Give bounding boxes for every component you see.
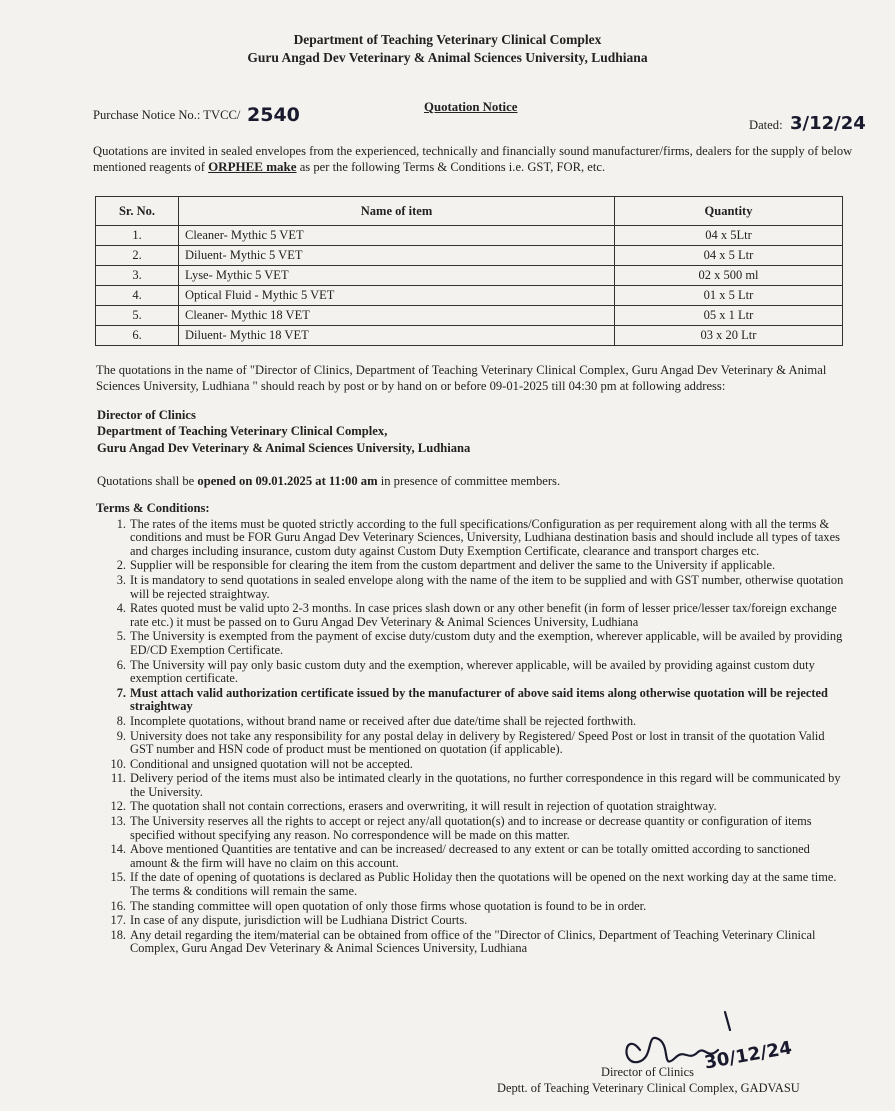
term-item xyxy=(96,871,848,898)
purchase-notice-label: Purchase Notice No.: TVCC/ xyxy=(93,108,241,122)
term-item xyxy=(96,559,848,573)
intro-paragraph xyxy=(93,143,865,175)
row-item: Cleaner- Mythic 5 VET xyxy=(179,226,615,246)
dated-value: 3/12/24 xyxy=(790,113,866,134)
items-table xyxy=(95,196,843,346)
address-line-2: Department of Teaching Veterinary Clinical Complex, xyxy=(97,424,388,438)
term-number: 5. xyxy=(116,629,126,644)
row-sr: 4. xyxy=(96,286,179,306)
term-text: The University reserves all the rights to accept or reject any/all quotation(s) and to increase or decrease quantity or configuration of items specified without specifying any reason. No correspondence will be made on this matter. xyxy=(130,814,812,842)
term-number: 4. xyxy=(116,601,126,616)
term-number: 12. xyxy=(110,799,126,814)
signature-date: 30/12/24 xyxy=(702,1037,794,1074)
term-number: 14. xyxy=(110,842,126,857)
table-row xyxy=(96,226,843,246)
row-sr: 5. xyxy=(96,306,179,326)
term-item xyxy=(96,574,848,601)
term-number: 3. xyxy=(116,572,126,587)
term-item xyxy=(96,914,848,928)
terms-title: Terms & Conditions: xyxy=(96,501,210,515)
row-item: Diluent- Mythic 18 VET xyxy=(179,326,615,346)
term-number: 17. xyxy=(110,913,126,928)
term-text: Above mentioned Quantities are tentative and can be increased/ decreased to any extent or can be totally omitted according to sanctioned amount & the firm will have no claim on this account. xyxy=(130,842,810,870)
term-number: 8. xyxy=(116,713,126,728)
term-item xyxy=(96,602,848,629)
address-line-3: Guru Angad Dev Veterinary & Animal Sciences University, Ludhiana xyxy=(97,441,471,455)
term-item xyxy=(96,518,848,559)
row-item: Optical Fluid - Mythic 5 VET xyxy=(179,286,615,306)
header-sr-no: Sr. No. xyxy=(96,197,179,226)
opening-suffix: in presence of committee members. xyxy=(377,474,561,488)
row-qty: 04 x 5 Ltr xyxy=(615,246,843,266)
signatory-department: Deptt. of Teaching Veterinary Clinical Complex, GADVASU xyxy=(497,1081,800,1095)
term-text: The quotation shall not contain corrections, erasers and overwriting, it will result in rejection of quotation straightway. xyxy=(130,799,717,814)
terms-section xyxy=(96,502,848,957)
term-item xyxy=(96,659,848,686)
row-item: Cleaner- Mythic 18 VET xyxy=(179,306,615,326)
intro-text-b: as per the following Terms & Conditions i.e. GST, FOR, etc. xyxy=(296,160,606,174)
term-item xyxy=(96,900,848,914)
table-row xyxy=(96,326,843,346)
term-text: The University will pay only basic custom duty and the exemption, wherever applicable, will be availed by providing against custom duty exemption certificate. xyxy=(130,657,815,686)
term-number: 9. xyxy=(116,728,126,743)
term-text: In case of any dispute, jurisdiction will be Ludhiana District Courts. xyxy=(130,913,468,928)
term-text: Any detail regarding the item/material can be obtained from office of the "Director of Clinics, Department of Teaching Veterinary Clinical Complex, Guru Angad Dev Veterinary & Animal Sciences University, Ludhiana xyxy=(130,927,816,956)
submission-paragraph: The quotations in the name of "Director of Clinics, Department of Teaching Veterinary Clinical Complex, Guru Angad Dev Veterinary & Animal Sciences University, Ludhiana " should reach by post or by hand on or before 09-01-2025 till 04:30 pm at following address: xyxy=(96,363,827,393)
table-header-row xyxy=(96,197,843,226)
term-item xyxy=(96,929,848,956)
term-number: 1. xyxy=(116,516,126,531)
term-number: 18. xyxy=(110,927,126,942)
term-number: 16. xyxy=(110,898,126,913)
row-item: Lyse- Mythic 5 VET xyxy=(179,266,615,286)
table-row xyxy=(96,286,843,306)
row-sr: 1. xyxy=(96,226,179,246)
term-item xyxy=(96,758,848,772)
university-title: Guru Angad Dev Veterinary & Animal Sciences University, Ludhiana xyxy=(247,50,648,65)
row-qty: 01 x 5 Ltr xyxy=(615,286,843,306)
row-qty: 02 x 500 ml xyxy=(615,266,843,286)
term-item xyxy=(96,687,848,714)
dated-label: Dated: xyxy=(749,118,783,132)
header-item-name: Name of item xyxy=(179,197,615,226)
term-number: 13. xyxy=(110,814,126,829)
term-item xyxy=(96,730,848,757)
row-sr: 3. xyxy=(96,266,179,286)
table-row xyxy=(96,266,843,286)
row-item: Diluent- Mythic 5 VET xyxy=(179,246,615,266)
term-item xyxy=(96,800,848,814)
opening-line xyxy=(97,474,560,489)
term-item xyxy=(96,772,848,799)
signatory-title: Director of Clinics xyxy=(601,1065,694,1079)
term-text: Conditional and unsigned quotation will not be accepted. xyxy=(130,756,413,771)
term-text: Supplier will be responsible for clearing the item from the custom department and deliver the same to the University if applicable. xyxy=(130,558,776,573)
purchase-notice-number: 2540 xyxy=(247,104,300,126)
term-text: University does not take any responsibility for any postal delay in delivery by Registered/ Speed Post or lost in transit of the quotation Valid GST number and HSN code of product must be mentioned on quotation (if applicable). xyxy=(130,728,825,757)
row-qty: 04 x 5Ltr xyxy=(615,226,843,246)
term-item xyxy=(96,715,848,729)
term-item xyxy=(96,843,848,870)
term-number: 6. xyxy=(116,657,126,672)
term-text: Must attach valid authorization certificate issued by the manufacturer of above said items along otherwise quotation will be rejected straightway xyxy=(130,685,828,714)
term-text: Incomplete quotations, without brand name or received after due date/time shall be rejected forthwith. xyxy=(130,713,637,728)
table-row xyxy=(96,306,843,326)
term-text: Delivery period of the items must also be intimated clearly in the quotations, no further correspondence in this regard will be communicated by the University. xyxy=(130,771,841,799)
header-quantity: Quantity xyxy=(615,197,843,226)
make-name: ORPHEE make xyxy=(208,159,297,174)
intro-text-a: Quotations are invited in sealed envelopes from the experienced, technically and financially sound manufacturer/firms, dealers for the supply of below mentioned reagents of xyxy=(93,144,853,174)
term-item xyxy=(96,630,848,657)
term-text: The standing committee will open quotation of only those firms whose quotation is found to be in order. xyxy=(130,898,647,913)
term-text: Rates quoted must be valid upto 2-3 months. In case prices slash down or any other benefit (in form of lesser price/lesser tax/foreign exchange rate etc.) it must be passed on to Guru Angad Dev Veterinary & Animal Sciences University, Ludhiana xyxy=(130,601,837,629)
term-item xyxy=(96,815,848,842)
term-number: 2. xyxy=(116,558,126,573)
row-qty: 03 x 20 Ltr xyxy=(615,326,843,346)
row-sr: 6. xyxy=(96,326,179,346)
opening-date: opened on 09.01.2025 at 11:00 am xyxy=(197,474,378,488)
term-text: If the date of opening of quotations is declared as Public Holiday then the quotations will be opened on the next working day at the same time. The terms & conditions will remain the same. xyxy=(130,870,837,899)
term-number: 7. xyxy=(116,685,126,700)
term-number: 11. xyxy=(110,771,126,786)
address-line-1: Director of Clinics xyxy=(97,408,196,422)
table-row xyxy=(96,246,843,266)
term-text: The University is exempted from the payment of excise duty/custom duty and the exemption, wherever applicable, will be availed by providing ED/CD Exemption Certificate. xyxy=(130,629,843,657)
row-qty: 05 x 1 Ltr xyxy=(615,306,843,326)
term-number: 10. xyxy=(110,756,126,771)
notice-title: Quotation Notice xyxy=(424,100,518,114)
term-number: 15. xyxy=(110,870,126,885)
department-title: Department of Teaching Veterinary Clinical Complex xyxy=(293,32,602,47)
row-sr: 2. xyxy=(96,246,179,266)
term-text: It is mandatory to send quotations in sealed envelope along with the name of the item to be supplied and with GST number, otherwise quotation will be rejected straightway. xyxy=(130,572,844,601)
term-text: The rates of the items must be quoted strictly according to the full specifications/Configuration as per requirement along with all the terms & conditions and must be FOR Guru Angad Dev Veterinary Sciences, University, Ludhiana destination basis and should include all types of taxes and charges including insurance, custom duty against Custom Duty Exemption Certificate, clearance and transport charges etc. xyxy=(130,516,840,558)
opening-prefix: Quotations shall be xyxy=(97,474,198,488)
